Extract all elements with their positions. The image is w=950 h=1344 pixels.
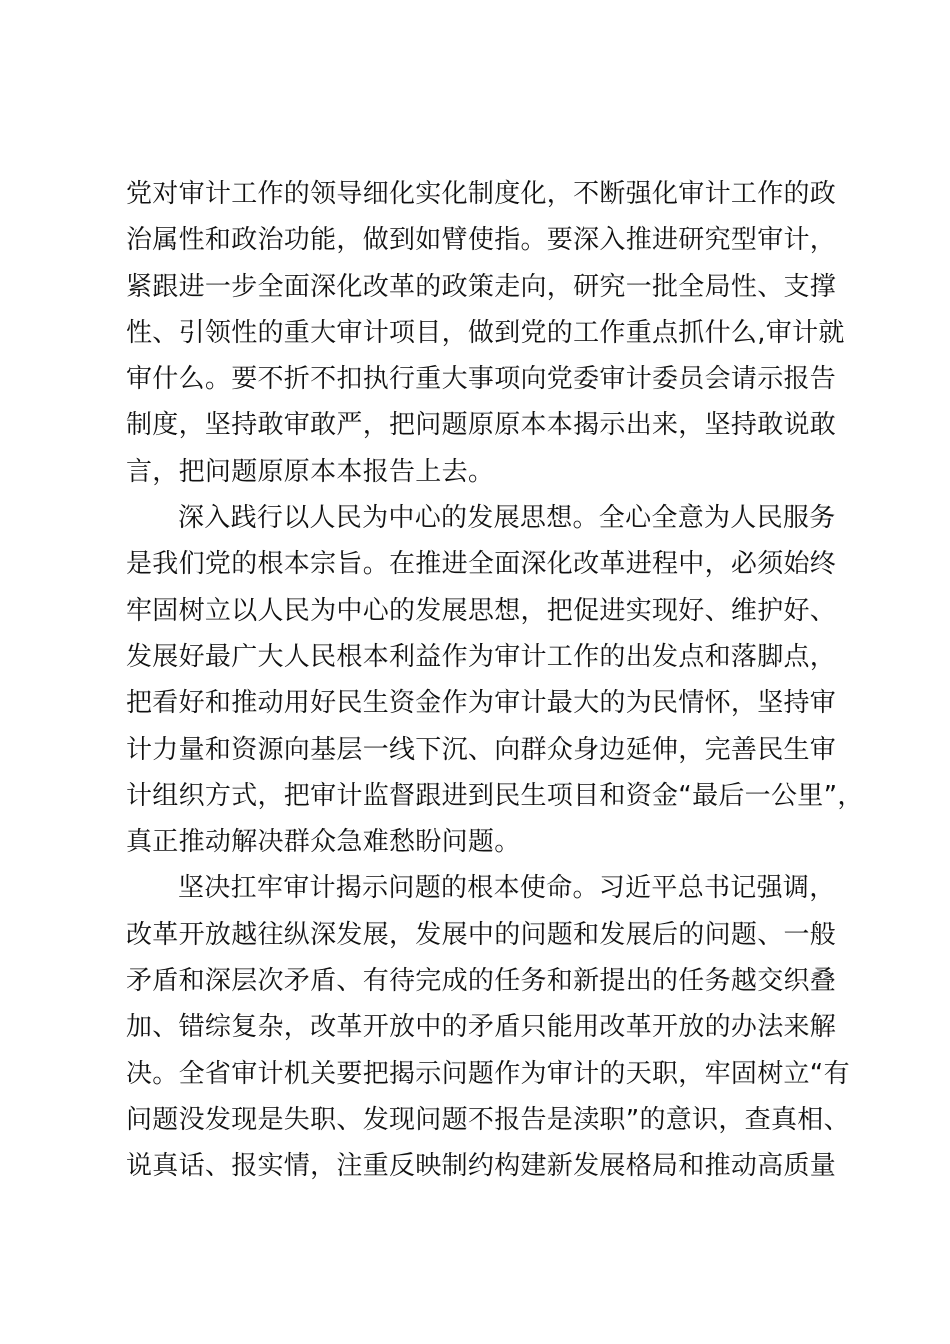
paragraph-first-line: 深入践行以人民为中心的发展思想。全心全意为人民服务 (178, 503, 836, 534)
text-line: 审什么。要不折不扣执行重大事项向党委审计委员会请示报告 (126, 364, 837, 395)
text-line: 计组织方式，把审计监督跟进到民生项目和资金“最后一公里”， (126, 780, 864, 811)
text-line: 是我们党的根本宗旨。在推进全面深化改革进程中，必须始终 (126, 549, 837, 580)
text-line: 性、引领性的重大审计项目，做到党的工作重点抓什么,审计就 (126, 317, 845, 348)
text-line: 言，把问题原原本本报告上去。 (126, 456, 495, 487)
text-line: 加、错综复杂，改革开放中的矛盾只能用改革开放的办法来解 (126, 1012, 837, 1043)
text-line: 矛盾和深层次矛盾、有待完成的任务和新提出的任务越交织叠 (126, 966, 837, 997)
text-line: 说真话、报实情，注重反映制约构建新发展格局和推动高质量 (126, 1151, 837, 1182)
paragraph-first-line: 坚决扛牢审计揭示问题的根本使命。习近平总书记强调， (178, 873, 836, 904)
text-line: 治属性和政治功能，做到如臂使指。要深入推进研究型审计， (126, 225, 837, 256)
text-line: 真正推动解决群众急难愁盼问题。 (126, 827, 521, 858)
text-line: 计力量和资源向基层一线下沉、向群众身边延伸，完善民生审 (126, 734, 837, 765)
text-line: 党对审计工作的领导细化实化制度化，不断强化审计工作的政 (126, 179, 837, 209)
text-line: 把看好和推动用好民生资金作为审计最大的为民情怀，坚持审 (126, 688, 837, 719)
text-line: 牢固树立以人民为中心的发展思想，把促进实现好、维护好、 (126, 595, 837, 626)
text-line: 制度，坚持敢审敢严，把问题原原本本揭示出来，坚持敢说敢 (126, 410, 837, 441)
text-line: 问题没发现是失职、发现问题不报告是渎职”的意识，查真相、 (126, 1104, 850, 1135)
body-text (126, 171, 864, 1190)
text-line: 决。全省审计机关要把揭示问题作为审计的天职，牢固树立“有 (126, 1058, 850, 1089)
text-line: 改革开放越往纵深发展，发展中的问题和发展后的问题、一般 (126, 919, 837, 950)
text-line: 紧跟进一步全面深化改革的政策走向，研究一批全局性、支撑 (126, 271, 837, 302)
text-line: 发展好最广大人民根本利益作为审计工作的出发点和落脚点， (126, 641, 837, 672)
